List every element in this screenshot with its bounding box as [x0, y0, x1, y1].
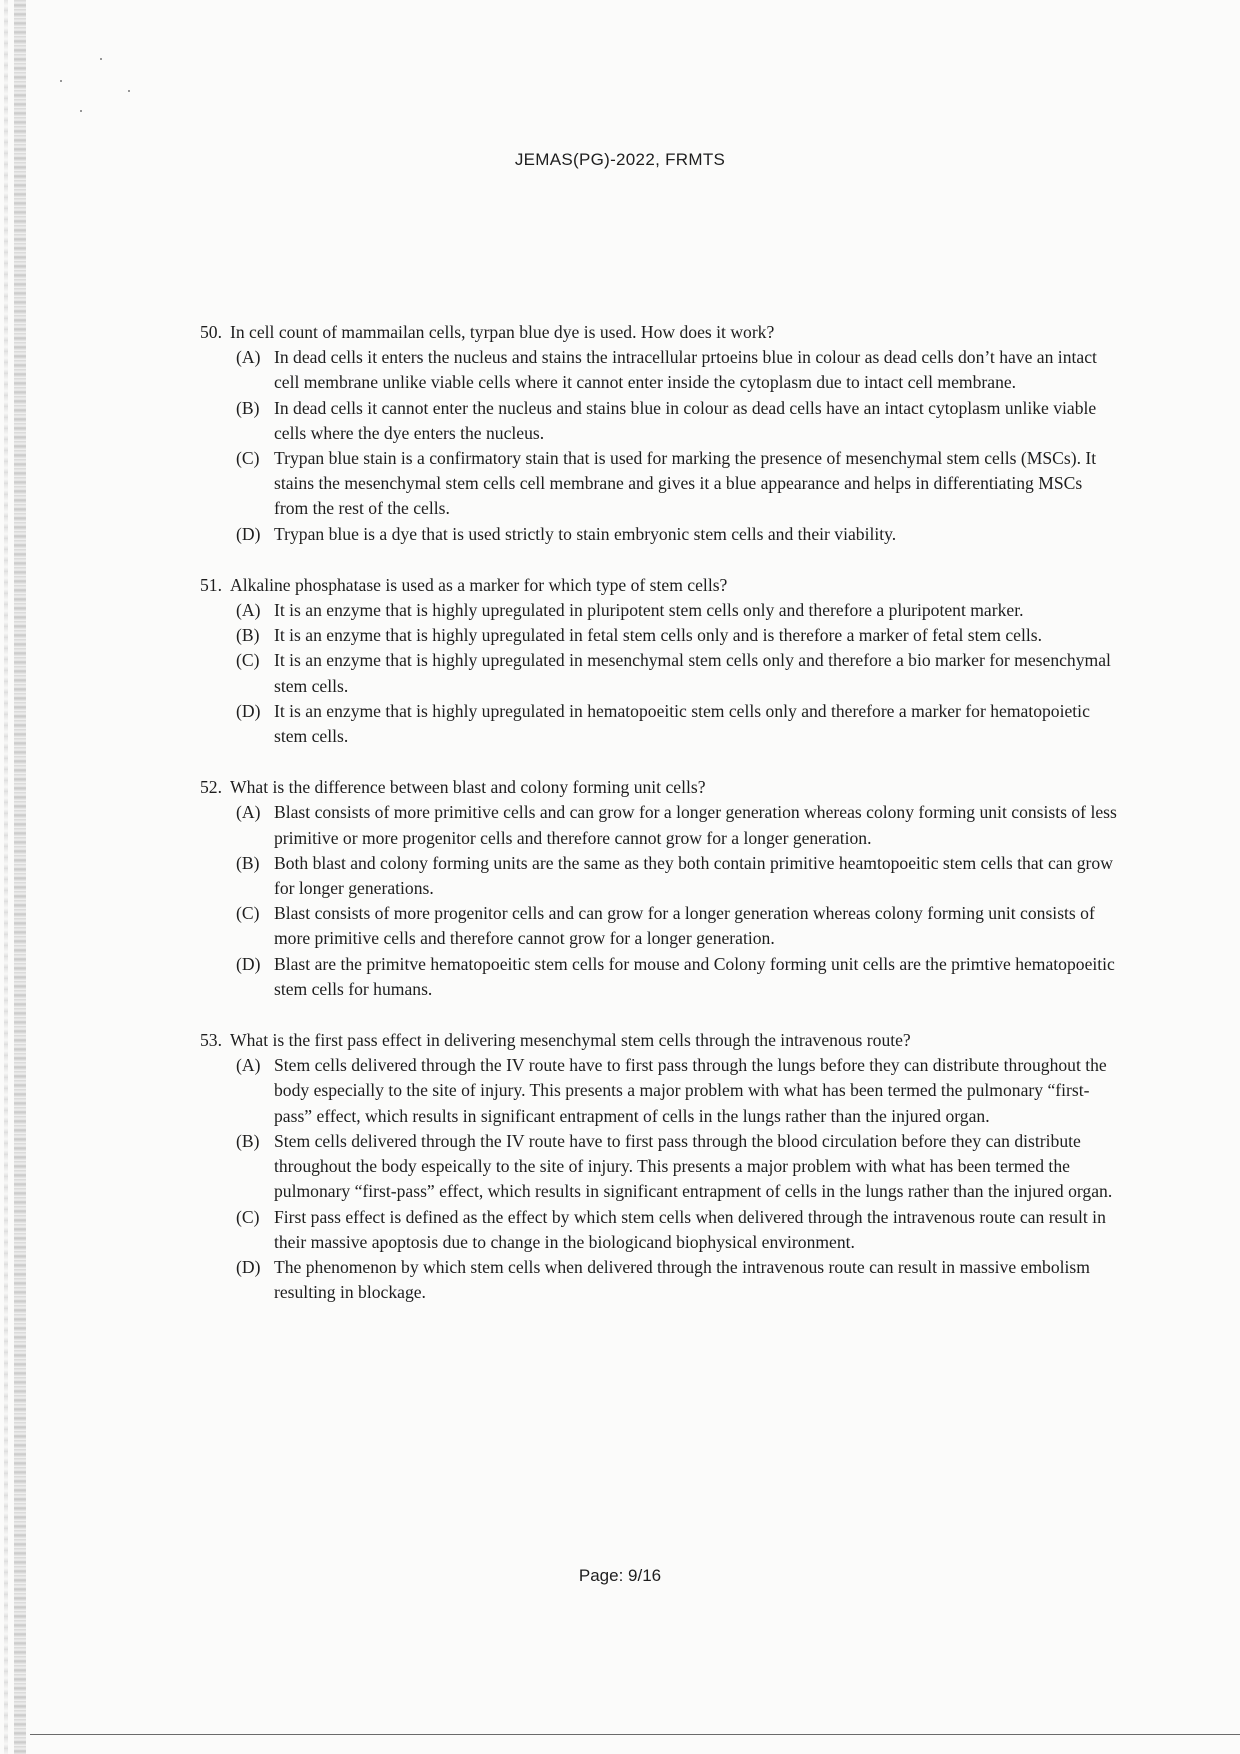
question-text: In cell count of mammailan cells, tyrpan blue dye is used. How does it work?: [230, 322, 775, 342]
option-text: It is an enzyme that is highly upregulated in mesenchymal stem cells only and therefore a bio marker for mesenchymal stem cells.: [274, 650, 1111, 696]
question-53: [200, 1028, 1120, 1305]
question-number: 50.: [200, 322, 222, 342]
question-52: [200, 775, 1120, 1002]
option-a: [236, 800, 1120, 850]
question-text: What is the difference between blast and colony forming unit cells?: [230, 777, 706, 798]
option-text: Trypan blue is a dye that is used strictly to stain embryonic stem cells and their viability.: [274, 523, 897, 544]
question-number: 53.: [200, 1030, 222, 1051]
option-text: Trypan blue stain is a confirmatory stain that is used for marking the presence of mesenchymal stem cells (MSCs). It stains the mesenchymal stem cells cell membrane and gives it a blue appearance and helps in differentiating MSCs from the rest of the cells.: [274, 448, 1097, 519]
question-text: Alkaline phosphatase is used as a marker for which type of stem cells?: [230, 574, 728, 595]
option-text: Both blast and colony forming units are the same as they both contain primitive heamtopoeitic stem cells that can grow for longer generations.: [274, 852, 1113, 899]
option-label: (A): [236, 600, 261, 621]
option-b: [236, 396, 1120, 446]
option-label: (D): [236, 700, 261, 721]
option-label: (C): [236, 448, 260, 469]
question-number: 52.: [200, 777, 222, 798]
question-51: [200, 573, 1120, 749]
option-text: Blast consists of more progenitor cells and can grow for a longer generation whereas colony forming unit consists of more primitive cells and therefore cannot grow for a longer generation.: [274, 903, 1095, 949]
option-c: [236, 901, 1120, 951]
option-b: [236, 1129, 1120, 1205]
option-label: (C): [236, 1206, 260, 1227]
option-c: [236, 1205, 1120, 1255]
option-d: [236, 699, 1120, 749]
scan-edge-artifact: [4, 0, 8, 1754]
option-text: Blast consists of more primitive cells and can grow for a longer generation whereas colony forming unit consists of less primitive or more progenitor cells and therefore cannot grow for a longer generation.: [274, 802, 1117, 848]
option-text: It is an enzyme that is highly upregulated in hematopoeitic stem cells only and therefore a marker for hematopoietic stem cells.: [274, 700, 1090, 747]
scan-speck: [80, 110, 82, 112]
option-label: (A): [236, 347, 261, 368]
option-a: [236, 598, 1120, 623]
option-label: (C): [236, 903, 260, 924]
option-text: First pass effect is defined as the effect by which stem cells when delivered through the intravenous route can result in their massive apoptosis due to change in the biologicand biophysical environment.: [274, 1206, 1106, 1252]
option-label: (B): [236, 1130, 260, 1151]
option-c: [236, 648, 1120, 698]
option-c: [236, 446, 1120, 522]
option-d: [236, 1255, 1120, 1305]
option-a: [236, 1053, 1120, 1129]
option-label: (B): [236, 397, 260, 418]
page-header: JEMAS(PG)-2022, FRMTS: [514, 150, 726, 169]
option-text: Stem cells delivered through the IV route have to first pass through the lungs before they can distribute throughout the body especially to the site of injury. This presents a major problem with what has been termed the pulmonary “first-pass” effect, which results in significant entrapment of cells in the lungs rather than the injured organ.: [274, 1055, 1107, 1126]
option-a: [236, 345, 1120, 395]
option-label: (D): [236, 1256, 261, 1277]
option-d: [236, 952, 1120, 1002]
scan-speck: [60, 80, 62, 82]
option-text: The phenomenon by which stem cells when delivered through the intravenous route can result in massive embolism resulting in blockage.: [274, 1256, 1090, 1303]
bottom-rule: [30, 1734, 1240, 1735]
option-b: [236, 851, 1120, 901]
option-label: (B): [236, 852, 260, 873]
option-text: It is an enzyme that is highly upregulated in pluripotent stem cells only and therefore a pluripotent marker.: [274, 600, 1024, 621]
question-number: 51.: [200, 574, 222, 595]
option-label: (C): [236, 650, 260, 671]
question-list: [200, 320, 1120, 1331]
scan-edge-artifact: [14, 0, 26, 1754]
option-label: (A): [236, 1055, 261, 1076]
question-text: What is the first pass effect in delivering mesenchymal stem cells through the intravenous route?: [230, 1030, 911, 1051]
page-number: Page: 9/16: [578, 1566, 662, 1585]
option-label: (D): [236, 953, 261, 974]
option-text: In dead cells it cannot enter the nucleus and stains blue in colour as dead cells have an intact cytoplasm unlike viable cells where the dye enters the nucleus.: [274, 397, 1097, 443]
option-d: [236, 522, 1120, 547]
question-50: [200, 320, 1120, 547]
option-label: (B): [236, 625, 260, 646]
option-b: [236, 623, 1120, 648]
option-label: (A): [236, 802, 261, 823]
scan-speck: [100, 58, 102, 60]
option-label: (D): [236, 523, 261, 544]
option-text: Blast are the primitve hematopoeitic stem cells for mouse and Colony forming unit cells are the primtive hematopoeitic stem cells for humans.: [274, 953, 1115, 999]
option-text: Stem cells delivered through the IV route have to first pass through the blood circulation before they can distribute throughout the body espeically to the site of injury. This presents a major problem with what has been termed the pulmonary “first-pass” effect, which results in significant entrapment of cells in the lungs rather than the injured organ.: [274, 1130, 1113, 1202]
scan-speck: [128, 90, 130, 92]
option-text: It is an enzyme that is highly upregulated in fetal stem cells only and is therefore a marker of fetal stem cells.: [274, 625, 1042, 646]
option-text: In dead cells it enters the nucleus and stains the intracellular prtoeins blue in colour as dead cells don’t have an intact cell membrane unlike viable cells where it cannot enter inside the cytoplasm due to intact cell membrane.: [274, 347, 1097, 393]
